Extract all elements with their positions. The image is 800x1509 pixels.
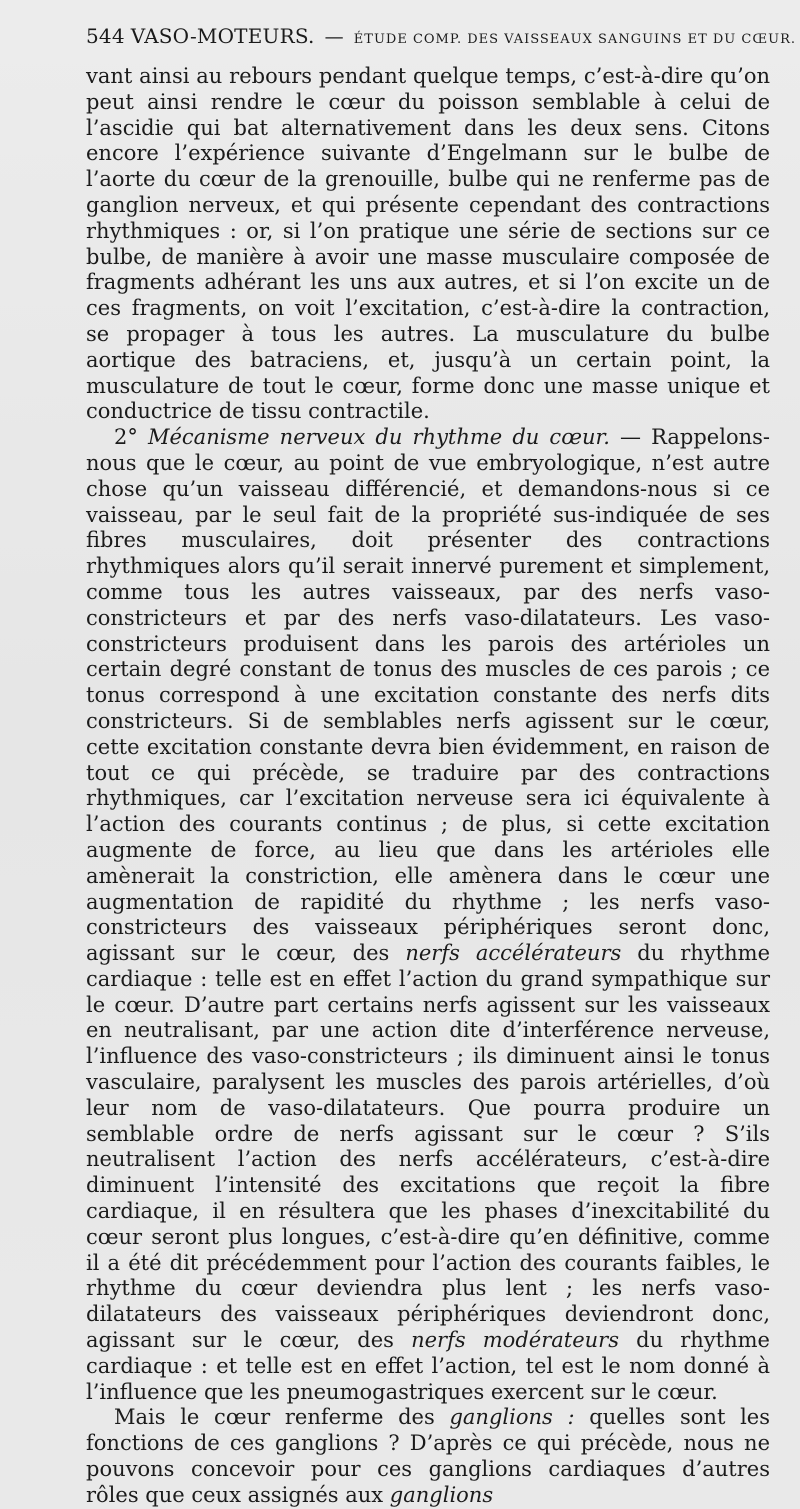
running-header xyxy=(86,24,796,64)
italic-text: nerfs modérateurs xyxy=(411,1328,619,1353)
section-title: VASO-MOTEURS. xyxy=(130,24,315,48)
body-text xyxy=(86,64,770,1509)
italic-text: nerfs accélérateurs xyxy=(405,941,622,966)
paragraph-text: du rhythme cardiaque : telle est en effet l’action du grand sympathique sur le cœur. D’autre part certains nerfs agissent sur les vaisseaux en neutralisant, par une action dite d’interférence nerveuse, l’influence des vaso-constricteurs ; ils diminuent ainsi le tonus vasculaire, paralysent les muscles des parois artérielles, d’où leur nom de vaso-dilatateurs. Que pourra produire un semblable ordre de nerfs agissant sur le cœur ? S’ils neutralisent l’action des nerfs accélérateurs, c’est-à-dire diminuent l’intensité des excitations que reçoit la fibre cardiaque, il en résultera que les phases d’inexcitabilité du cœur seront plus longues, c’est-à-dire qu’en définitive, comme il a été dit précédemment pour l’action des courants faibles, le rhythme du cœur deviendra plus lent ; les nerfs vaso-dilatateurs des vaisseaux périphériques deviendront donc, agissant sur le cœur, des xyxy=(86,941,770,1353)
paragraph-text: quelles sont les fonctions de ces ganglions ? D’après ce qui précède, nous ne pouvons concevoir pour ces ganglions cardiaques d’autres rôles que ceux assignés aux xyxy=(86,1405,770,1507)
paragraph-text: — Rappelons-nous que le cœur, au point de vue embryologique, n’est autre chose qu’un vaisseau différencié, et demandons-nous si ce vaisseau, par le seul fait de la propriété sus-indiquée de ses fibres musculaires, doit présenter des contractions rhythmiques alors qu’il serait innervé purement et simplement, comme tous les autres vaisseaux, par des nerfs vaso-constricteurs et par des nerfs vaso-dilatateurs. Les vaso-constricteurs produisent dans les parois des artérioles un certain degré constant de tonus des muscles de ces parois ; ce tonus correspond à une excitation constante des nerfs dits constricteurs. Si de semblables nerfs agissent sur le cœur, cette excitation constante devra bien évidemment, en raison de tout ce qui précède, se traduire par des contractions rhythmiques, car l’excitation nerveuse sera ici équivalente à l’action des courants continus ; de plus, si cette excitation augmente de force, au lieu que dans les artérioles elle amènerait la constriction, elle amènera dans le cœur une augmentation de rapidité du rhythme ; les nerfs vaso-constricteurs des vaisseaux périphériques seront donc, agissant sur le cœur, des xyxy=(86,425,770,966)
italic-text: ganglions : xyxy=(449,1405,575,1430)
paragraph xyxy=(86,1405,770,1508)
paragraph-text: 2° xyxy=(114,425,148,450)
header-subtitle: ÉTUDE COMP. DES VAISSEAUX SANGUINS ET DU CŒUR. xyxy=(353,32,796,47)
paragraph xyxy=(86,425,770,1405)
italic-text: Mécanisme nerveux du rhythme du cœur. xyxy=(147,425,610,450)
page-number: 544 xyxy=(86,24,125,48)
paragraph-text: du rhythme cardiaque : et telle est en effet l’action, tel est le nom donné à l’influence que les pneumogastriques exercent sur le cœur. xyxy=(86,1328,770,1404)
paragraph-text: vant ainsi au rebours pendant quelque temps, c’est-à-dire qu’on peut ainsi rendre le cœur du poisson semblable à celui de l’ascidie qui bat alternativement dans les deux sens. Citons encore l’expérience suivante d’Engelmann sur le bulbe de l’aorte du cœur de la grenouille, bulbe qui ne renferme pas de ganglion nerveux, et qui présente cependant des contractions rhythmiques : or, si l’on pratique une série de sections sur ce bulbe, de manière à avoir une masse musculaire composée de fragments adhérant les uns aux autres, et si l’on excite un de ces fragments, on voit l’excitation, c’est-à-dire la contraction, se propager à tous les autres. La musculature du bulbe aortique des batraciens, et, jusqu’à un certain point, la musculature de tout le cœur, forme donc une masse unique et conductrice de tissu contractile. xyxy=(86,64,770,424)
paragraph-text: Mais le cœur renferme des xyxy=(114,1405,450,1430)
italic-text: ganglions xyxy=(389,1482,494,1507)
paragraph xyxy=(86,64,770,425)
header-dash: — xyxy=(324,26,344,48)
